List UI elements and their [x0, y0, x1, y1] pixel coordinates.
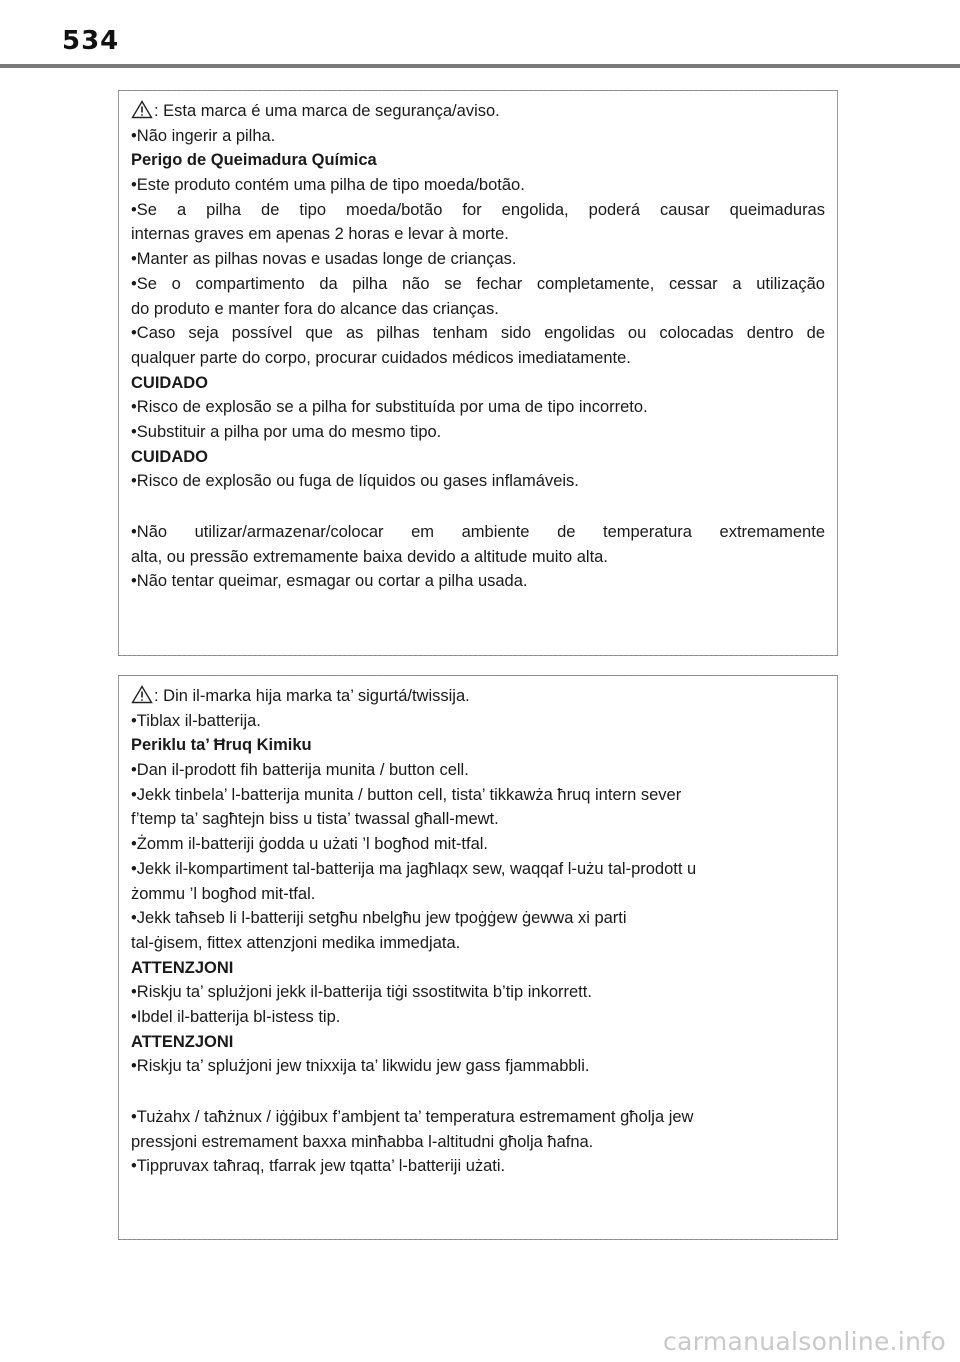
text-line: do produto e manter fora do alcance das crianças. — [131, 299, 499, 318]
text-line: •Jekk il-kompartiment tal-batterija ma jagħlaqx sew, waqqaf l-użu tal-prodott u — [131, 859, 697, 878]
warning-triangle-icon — [131, 685, 153, 709]
text-line: •Dan il-prodott fih batterija munita / button cell. — [131, 761, 469, 780]
text-line: •Riskju ta’ splużjoni jekk il-batterija tiġi ssostitwita b’tip inkorrett. — [131, 983, 592, 1002]
text-line: •Se o compartimento da pilha não se fechar completamente, cessar a utilização — [131, 274, 825, 293]
text-line: •Tippruvax taħraq, tfarrak jew tqatta’ l-batteriji użati. — [131, 1157, 506, 1176]
page-number: 534 — [62, 26, 120, 56]
text-line: •Não ingerir a pilha. — [131, 126, 276, 145]
text-line: •Ibdel il-batterija bl-istess tip. — [131, 1007, 341, 1026]
warning-mark-text: : Esta marca é uma marca de segurança/aviso. — [154, 102, 500, 120]
text-line: •Não tentar queimar, esmagar ou cortar a pilha usada. — [131, 572, 528, 591]
text-line: •Caso seja possível que as pilhas tenham sido engolidas ou colocadas dentro de — [131, 324, 825, 343]
section-heading: Perigo de Queimadura Química — [131, 151, 377, 170]
text-line: •Tużahx / taħżnux / iġġibux f’ambjent ta’ temperatura estremament għolja jew — [131, 1108, 694, 1126]
text-line: •Não utilizar/armazenar/colocar em ambiente de temperatura extremamente — [131, 523, 825, 541]
section-heading: Periklu ta’ Ħruq Kimiku — [131, 736, 312, 755]
warning-box-portuguese — [118, 90, 838, 656]
warning-mark-line — [131, 684, 825, 709]
text-line: •Jekk taħseb li l-batteriji setgħu nbelgħu jew tpoġġew ġewwa xi parti — [131, 909, 627, 928]
text-line: •Żomm il-batteriji ġodda u użati ’l bogħod mit-tfal. — [131, 835, 489, 854]
text-line: qualquer parte do corpo, procurar cuidados médicos imediatamente. — [131, 348, 631, 367]
warning-mark-text: : Din il-marka hija marka ta’ sigurtá/twissija. — [154, 687, 470, 705]
text-line: pressjoni estremament baxxa minħabba l-altitudni għolja ħafna. — [131, 1132, 594, 1151]
caution-heading: ATTENZJONI — [131, 958, 234, 977]
text-line: tal-ġisem, fittex attenzjoni medika immedjata. — [131, 933, 461, 952]
text-line: •Manter as pilhas novas e usadas longe de crianças. — [131, 250, 517, 269]
warning-triangle-icon — [131, 100, 153, 124]
text-line: •Se a pilha de tipo moeda/botão for engolida, poderá causar queimaduras — [131, 200, 825, 219]
caution-heading: CUIDADO — [131, 373, 208, 392]
text-line: •Tiblax il-batterija. — [131, 711, 261, 730]
caution-heading: ATTENZJONI — [131, 1032, 234, 1051]
text-line: •Jekk tinbela’ l-batterija munita / button cell, tista’ tikkawża ħruq intern sever — [131, 785, 682, 804]
watermark: carmanualsonline.info — [663, 1327, 946, 1356]
text-line: •Riskju ta’ splużjoni jew tnixxija ta’ likwidu jew gass fjammabbli. — [131, 1057, 590, 1076]
text-line: f’temp ta’ sagħtejn biss u tista’ twassal għall-mewt. — [131, 810, 499, 829]
text-line: internas graves em apenas 2 horas e levar à morte. — [131, 225, 509, 244]
paragraph-gap — [131, 1079, 825, 1105]
text-line: •Substituir a pilha por uma do mesmo tipo. — [131, 422, 442, 441]
warning-mark-line — [131, 99, 825, 124]
text-line: żommu ’l bogħod mit-tfal. — [131, 884, 316, 903]
caution-heading: CUIDADO — [131, 447, 208, 466]
header-rule — [0, 64, 960, 68]
text-line: •Risco de explosão se a pilha for substituída por uma de tipo incorreto. — [131, 398, 648, 417]
text-line: •Risco de explosão ou fuga de líquidos ou gases inflamáveis. — [131, 472, 579, 491]
text-line: alta, ou pressão extremamente baixa devido a altitude muito alta. — [131, 547, 608, 566]
warning-box-maltese — [118, 675, 838, 1240]
text-line: •Este produto contém uma pilha de tipo moeda/botão. — [131, 176, 525, 195]
paragraph-gap — [131, 494, 825, 520]
